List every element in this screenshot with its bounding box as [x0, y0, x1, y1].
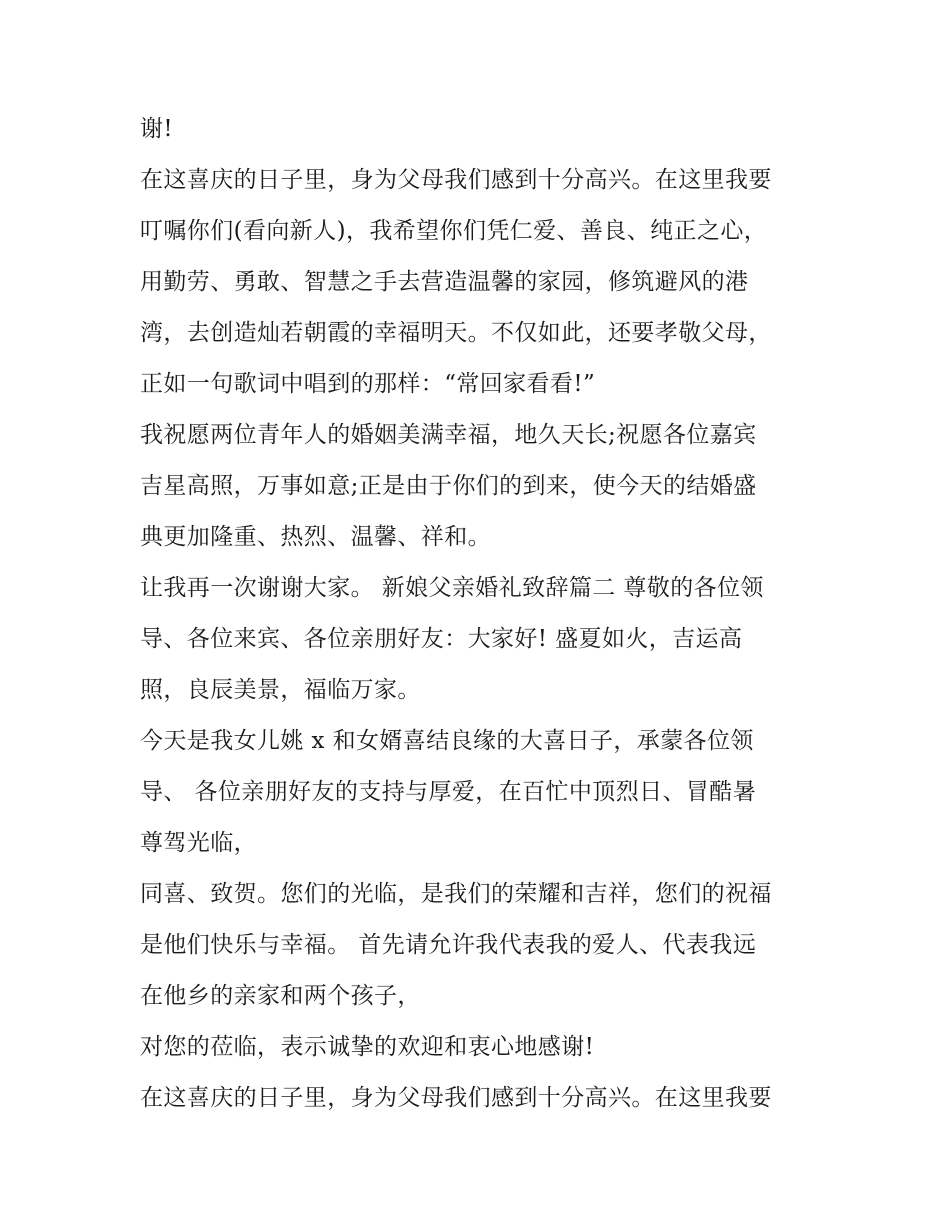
document-body — [140, 110, 840, 1130]
text-line: 在他乡的亲家和两个孩子， — [140, 983, 421, 1009]
text-line: 吉星高照，万事如意;正是由于你们的到来，使今天的结婚盛 — [140, 473, 757, 499]
text-line: 导、 各位亲朋好友的支持与厚爱，在百忙中顶烈日、冒酷暑 — [140, 779, 757, 805]
text-line: 典更加隆重、热烈、温馨、祥和。 — [140, 524, 491, 550]
text-line: 导、各位来宾、各位亲朋好友：大家好! 盛夏如火，吉运高 — [140, 626, 743, 652]
text-line: 正如一句歌词中唱到的那样：“常回家看看!” — [140, 371, 596, 397]
text-line: 同喜、致贺。您们的光临，是我们的荣耀和吉祥，您们的祝福 — [140, 881, 772, 907]
text-line: 在这喜庆的日子里，身为父母我们感到十分高兴。在这里我要 — [140, 1085, 772, 1111]
text-line: 叮嘱你们(看向新人)，我希望你们凭仁爱、善良、纯正之心， — [140, 218, 768, 244]
text-line: 在这喜庆的日子里，身为父母我们感到十分高兴。在这里我要 — [140, 167, 772, 193]
text-line: 用勤劳、勇敢、智慧之手去营造温馨的家园，修筑避风的港 — [140, 269, 749, 295]
text-line: 今天是我女儿姚 x 和女婿喜结良缘的大喜日子，承蒙各位领 — [140, 728, 754, 754]
text-line: 是他们快乐与幸福。 首先请允许我代表我的爱人、代表我远 — [140, 932, 757, 958]
text-line: 让我再一次谢谢大家。 新娘父亲婚礼致辞篇二 尊敬的各位领 — [140, 575, 764, 601]
text-line: 谢! — [140, 116, 174, 142]
text-line: 湾，去创造灿若朝霞的幸福明天。不仅如此，还要孝敬父母， — [140, 320, 772, 346]
text-line: 照，良辰美景，福临万家。 — [140, 677, 421, 703]
text-line: 对您的莅临，表示诚挚的欢迎和衷心地感谢! — [140, 1034, 595, 1060]
text-line: 我祝愿两位青年人的婚姻美满幸福，地久天长;祝愿各位嘉宾 — [140, 422, 757, 448]
text-line: 尊驾光临， — [140, 830, 257, 856]
